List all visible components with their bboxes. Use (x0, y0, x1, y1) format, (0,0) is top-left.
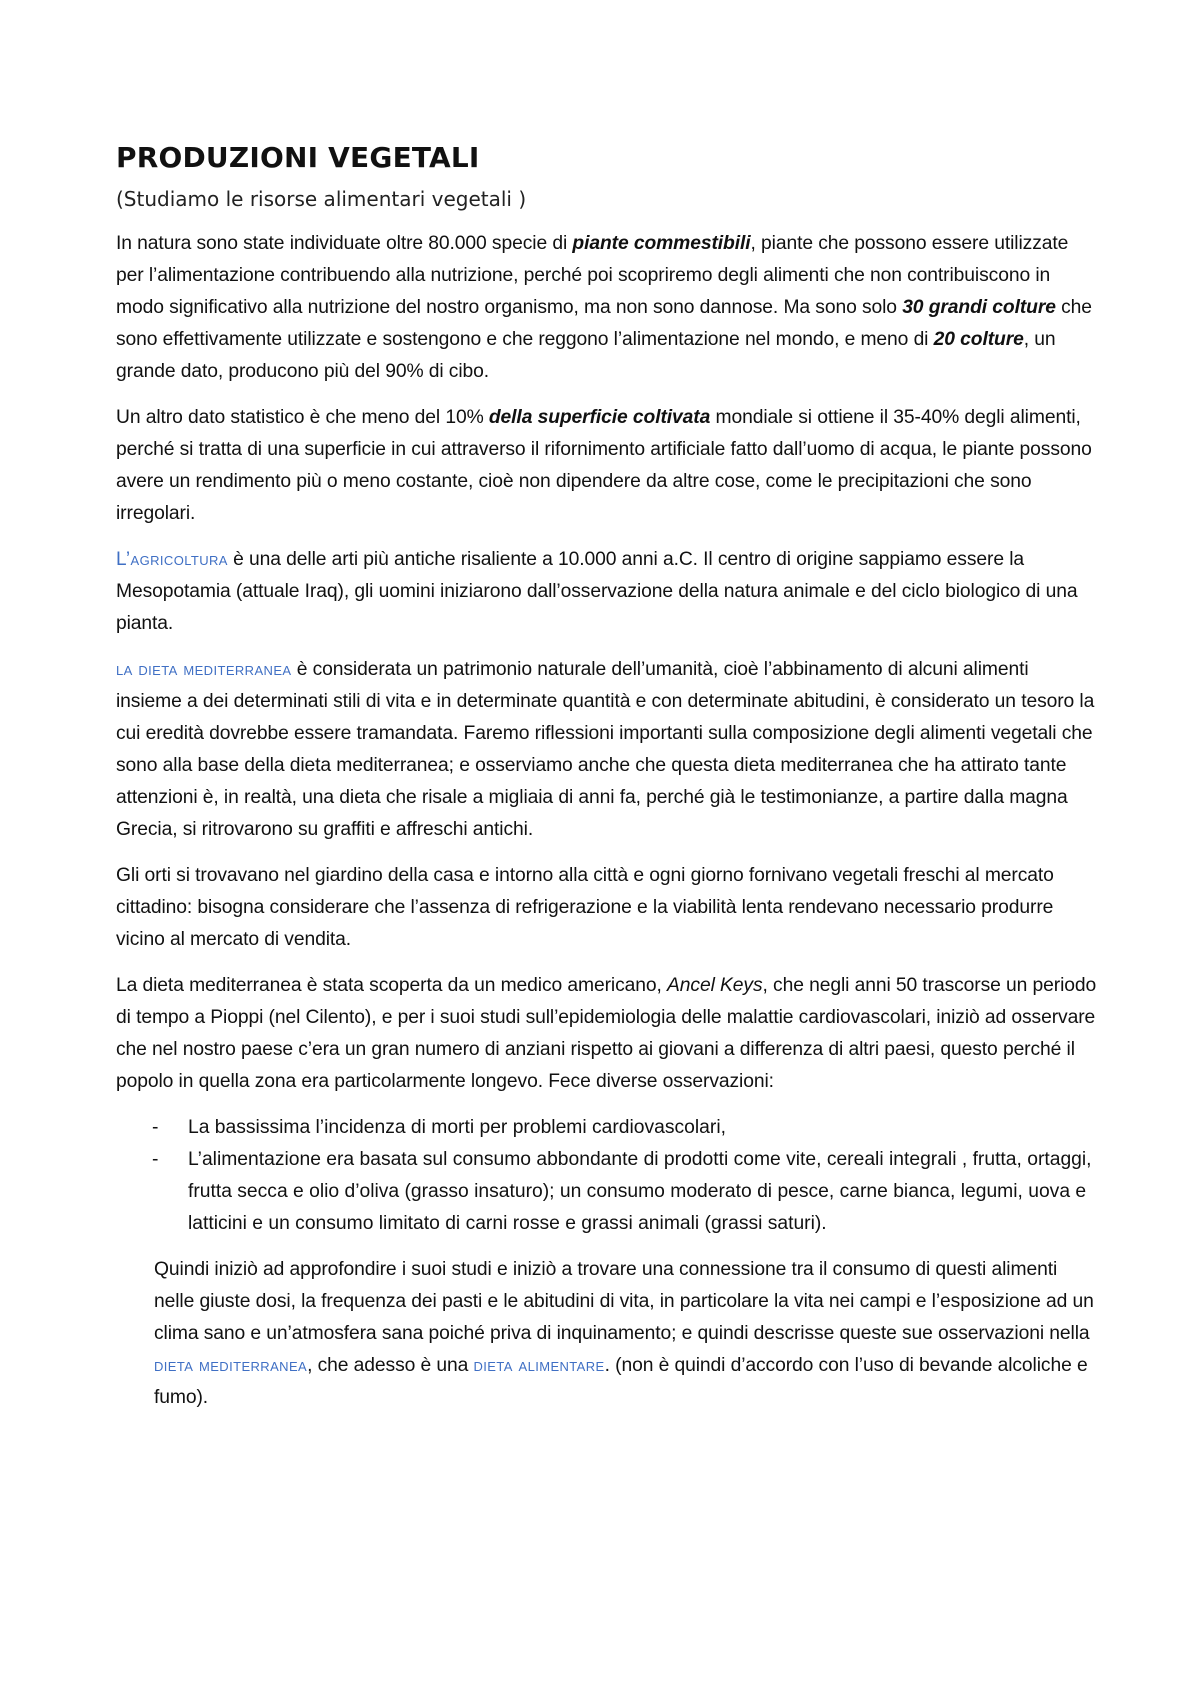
dash-bullet: - (152, 1149, 159, 1170)
emphasis-text: della superficie coltivata (488, 407, 711, 428)
paragraph-text: è considerata un patrimonio naturale dell’umanità, cioè l’abbinamento di alcuni alimenti insieme a dei determinati stili di vita e in determinate quantità e con determinate abitudini, è considerato un tesoro la cui eredità dovrebbe essere tramandata. Faremo riflessioni importanti sulla composizione degli alimenti vegetali che sono alla base della dieta mediterranea; e osserviamo anche che questa dieta mediterranea che ha attirato tante attenzioni è, in realtà, una dieta che risale a migliaia di anni fa, perché già le testimonianze, a partire dalla magna Grecia, si ritrovarono su graffiti e affreschi antichi. (116, 659, 1095, 840)
paragraph-4 (116, 654, 1098, 846)
paragraph-1 (116, 228, 1098, 388)
document-title: PRODUZIONI VEGETALI (116, 141, 480, 174)
paragraph-text: La dieta mediterranea è stata scoperta da un medico americano, (116, 975, 668, 996)
paragraph-text: , che negli anni 50 trascorse un periodo di tempo a Pioppi (nel Cilento), e per i suoi studi sull’epidemiologia delle malattie cardiovascolari, iniziò ad osservare che nel nostro paese c’era un gran numero di anziani rispetto ai giovani a differenza di altri paesi, questo perché il popolo in quella zona era particolarmente longevo. Fece diverse osservazioni: (116, 975, 1097, 1092)
smallcaps-heading: dieta alimentare (473, 1355, 605, 1376)
smallcaps-heading: dieta mediterranea (154, 1355, 308, 1376)
paragraph-5 (116, 860, 1098, 956)
paragraph-text: mondiale si ottiene il 35-40% degli alimenti, perché si tratta di una superficie in cui attraverso il rifornimento artificiale fatto dall’uomo di acqua, le piante possono avere un rendimento più o meno costante, cioè non dipendere da altre cose, come le precipitazioni che sono irregolari. (116, 407, 1092, 524)
paragraph-3 (116, 544, 1098, 640)
paragraph-2 (116, 402, 1098, 530)
paragraph-text: . (non è quindi d’accordo con l’uso di bevande alcoliche e fumo). (154, 1355, 1088, 1408)
paragraph-text: è una delle arti più antiche risaliente a 10.000 anni a.C. Il centro di origine sappiamo essere la Mesopotamia (attuale Iraq), gli uomini iniziarono dall’osservazione della natura animale e del ciclo biologico di una pianta. (116, 549, 1078, 634)
paragraph-text: , che adesso è una (307, 1355, 474, 1376)
paragraph-7 (116, 1254, 1098, 1414)
paragraph-text: , piante che possono essere utilizzate per l’alimentazione contribuendo alla nutrizione, perché poi scopriremo degli alimenti che non contribuiscono in modo significativo alla nutrizione del nostro organismo, ma non sono dannose. Ma sono solo (116, 233, 1069, 318)
list-item-text: La bassissima l’incidenza di morti per problemi cardiovascolari, (188, 1117, 726, 1138)
document-page (116, 138, 1098, 1428)
document-subtitle: (Studiamo le risorse alimentari vegetali ) (116, 187, 527, 211)
emphasis-text: 20 colture (933, 329, 1024, 350)
paragraph-text: In natura sono state individuate oltre 80.000 specie di (116, 233, 573, 254)
observations-list (116, 1112, 1098, 1240)
dash-bullet: - (152, 1117, 159, 1138)
emphasis-text: 30 grandi colture (902, 297, 1056, 318)
paragraph-text: che sono effettivamente utilizzate e sostengono e che reggono l’alimentazione nel mondo, e meno di (116, 297, 1092, 350)
paragraph-text: Quindi iniziò ad approfondire i suoi studi e iniziò a trovare una connessione tra il consumo di questi alimenti nelle giuste dosi, la frequenza dei pasti e le abitudini di vita, in particolare la vita nei campi e l’esposizione ad un clima sano e un’atmosfera sana poiché priva di inquinamento; e quindi descrisse queste sue osservazioni nella (154, 1259, 1094, 1344)
paragraph-text: , un grande dato, producono più del 90% di cibo. (116, 329, 1056, 382)
paragraph-text: Gli orti si trovavano nel giardino della casa e intorno alla città e ogni giorno fornivano vegetali freschi al mercato cittadino: bisogna considerare che l’assenza di refrigerazione e la viabilità lenta rendevano necessario produrre vicino al mercato di vendita. (116, 865, 1054, 950)
italic-name: Ancel Keys (667, 975, 763, 996)
smallcaps-heading: la dieta mediterranea (116, 659, 292, 680)
smallcaps-heading: L’agricoltura (116, 549, 228, 570)
emphasis-text: piante commestibili (572, 233, 751, 254)
list-item (116, 1112, 1098, 1144)
paragraph-text: Un altro dato statistico è che meno del 10% (116, 407, 489, 428)
list-item (116, 1144, 1098, 1240)
paragraph-6 (116, 970, 1098, 1098)
list-item-text: L’alimentazione era basata sul consumo abbondante di prodotti come vite, cereali integrali , frutta, ortaggi, frutta secca e olio d’oliva (grasso insaturo); un consumo moderato di pesce, carne bianca, legumi, uova e latticini e un consumo limitato di carni rosse e grassi animali (grassi saturi). (188, 1149, 1092, 1234)
